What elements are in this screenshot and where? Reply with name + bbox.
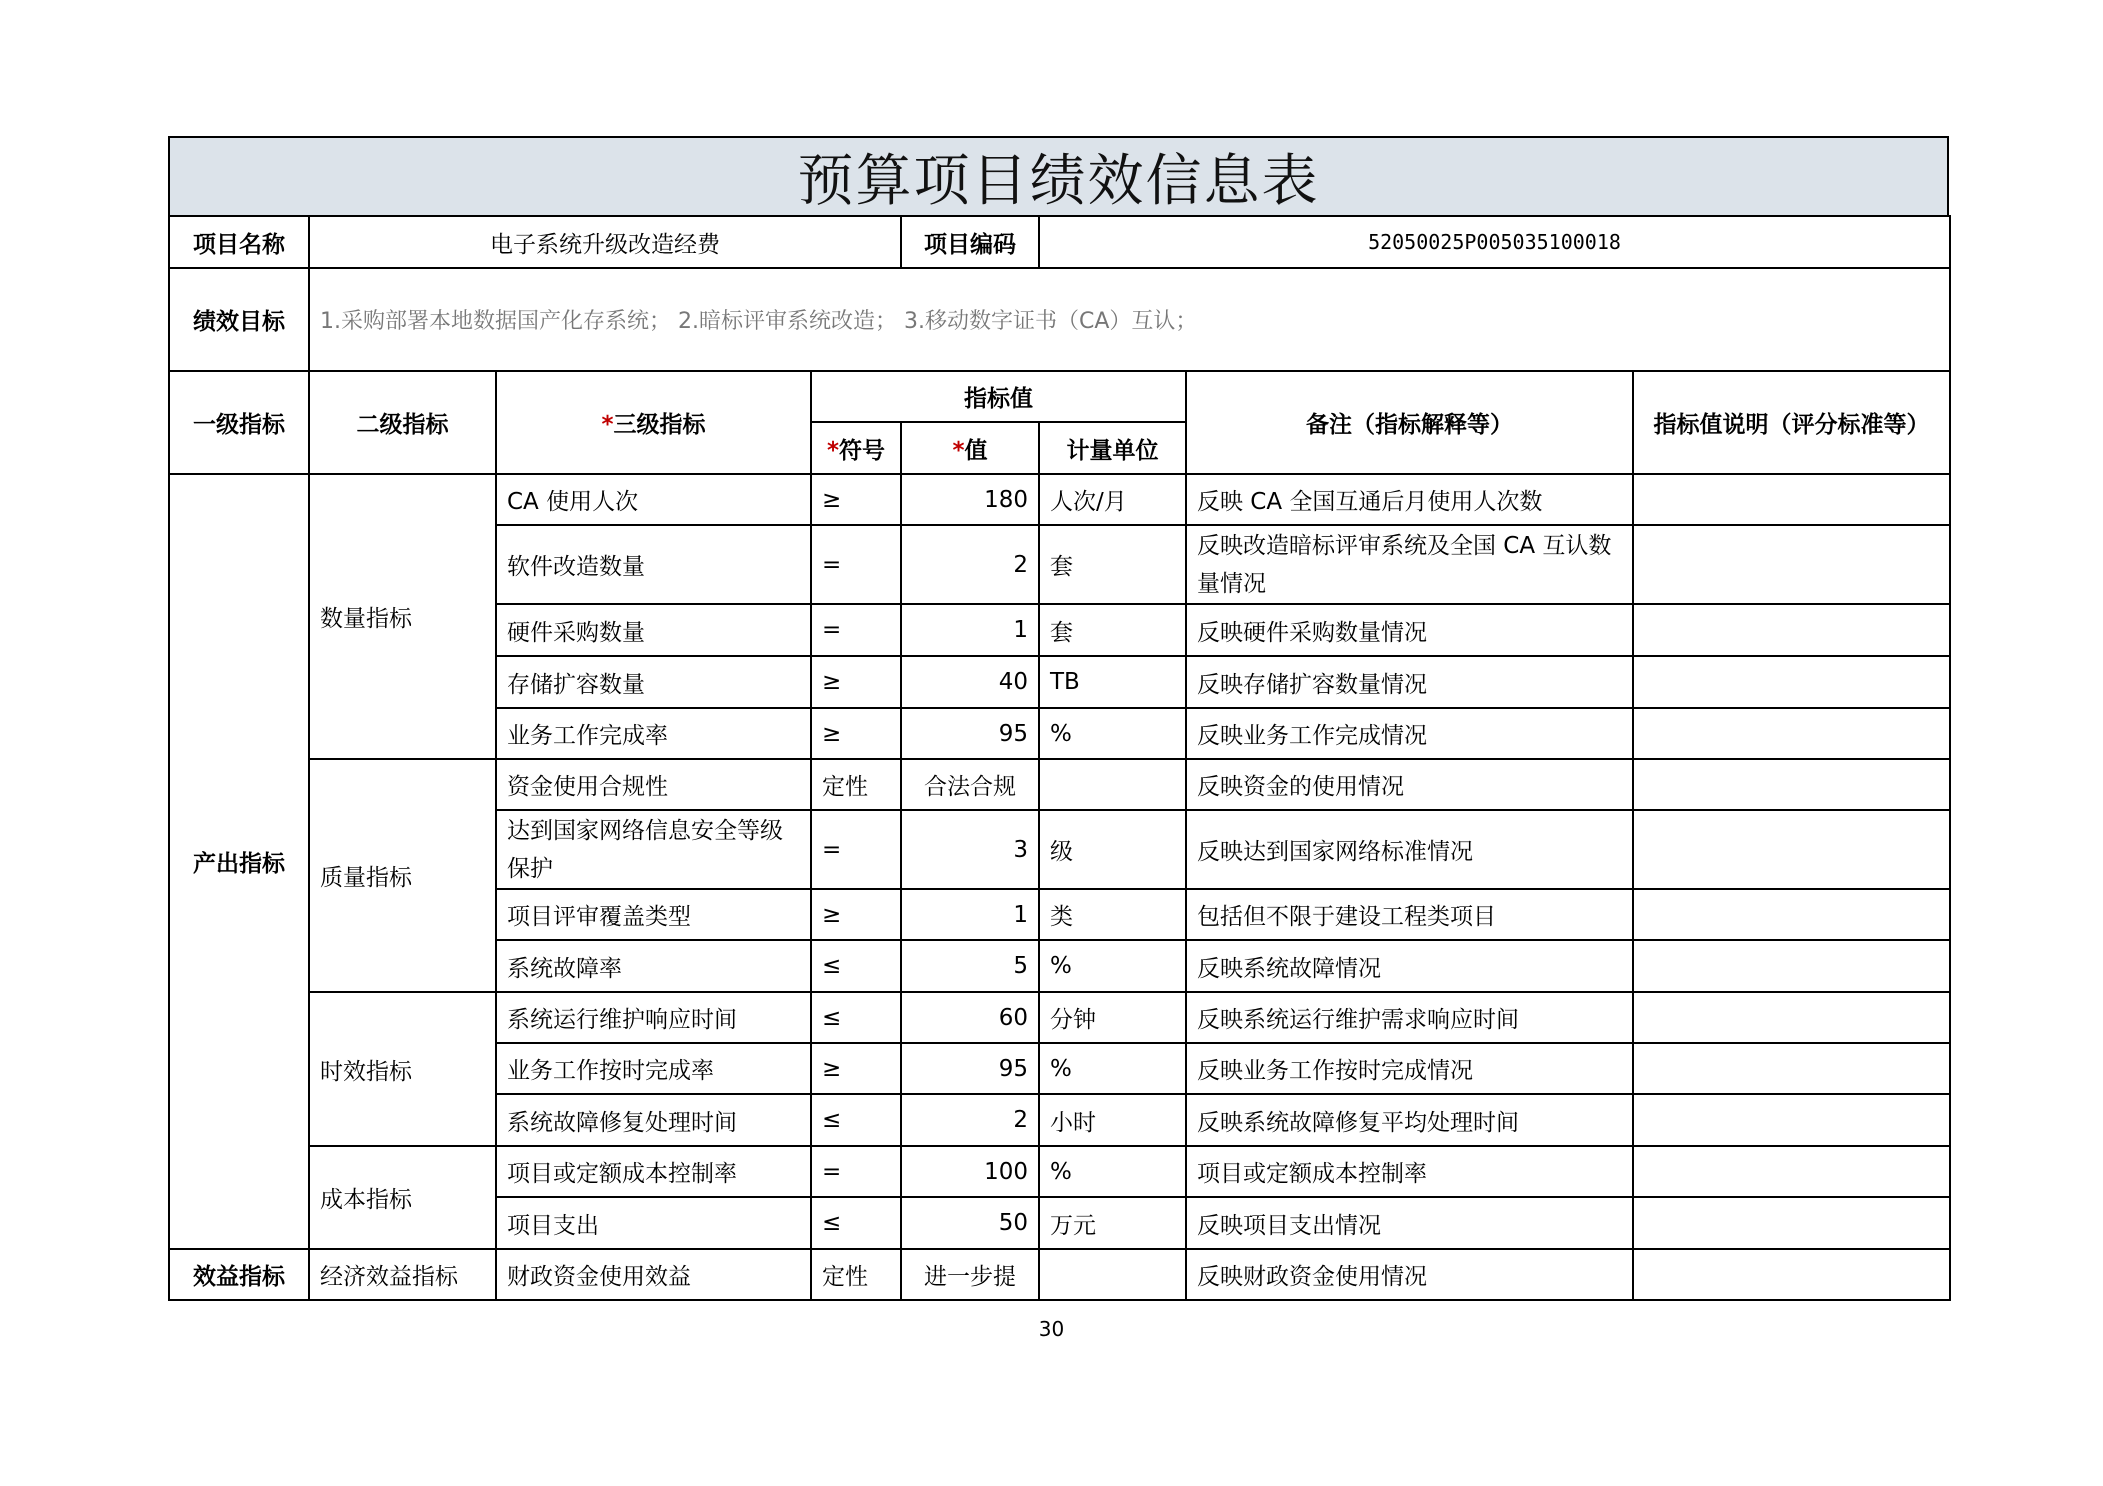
- header-row-1: [169, 371, 1950, 422]
- table-row: [169, 992, 1950, 1043]
- subgroup-quantity: 数量指标: [309, 474, 496, 759]
- indicator-symbol: ≤: [811, 940, 901, 992]
- page-number: 30: [1038, 1317, 1065, 1341]
- indicator-value: 60: [901, 992, 1039, 1043]
- indicator-unit: 套: [1039, 604, 1186, 656]
- indicator-remark: 包括但不限于建设工程类项目: [1186, 889, 1633, 940]
- value-header: [901, 422, 1039, 474]
- indicator-explain: [1633, 940, 1950, 992]
- required-mark: *: [952, 437, 965, 464]
- indicator-unit: 级: [1039, 810, 1186, 889]
- indicator-remark: 项目或定额成本控制率: [1186, 1146, 1633, 1197]
- indicator-symbol: =: [811, 604, 901, 656]
- indicator-explain: [1633, 992, 1950, 1043]
- indicator-remark: 反映达到国家网络标准情况: [1186, 810, 1633, 889]
- indicator-name: 项目评审覆盖类型: [496, 889, 811, 940]
- indicator-unit: 万元: [1039, 1197, 1186, 1249]
- project-code-label: 项目编码: [901, 216, 1039, 268]
- indicator-name: 业务工作按时完成率: [496, 1043, 811, 1094]
- indicator-value: 50: [901, 1197, 1039, 1249]
- indicator-unit: 套: [1039, 525, 1186, 604]
- indicator-explain: [1633, 889, 1950, 940]
- table-row: [169, 759, 1950, 810]
- indicator-remark: 反映系统故障情况: [1186, 940, 1633, 992]
- indicator-unit: %: [1039, 940, 1186, 992]
- indicator-unit: %: [1039, 708, 1186, 759]
- indicator-name: 项目或定额成本控制率: [496, 1146, 811, 1197]
- indicator-name: 系统运行维护响应时间: [496, 992, 811, 1043]
- indicator-name: 达到国家网络信息安全等级保护: [496, 810, 811, 889]
- subgroup-quality: 质量指标: [309, 759, 496, 992]
- indicator-unit: 小时: [1039, 1094, 1186, 1146]
- indicator-unit: 分钟: [1039, 992, 1186, 1043]
- table-row: [169, 474, 1950, 525]
- indicator-unit: [1039, 759, 1186, 810]
- indicator-remark: 反映业务工作完成情况: [1186, 708, 1633, 759]
- indicator-value: 95: [901, 708, 1039, 759]
- indicator-value: 95: [901, 1043, 1039, 1094]
- indicator-remark: 反映 CA 全国互通后月使用人次数: [1186, 474, 1633, 525]
- indicator-name: 项目支出: [496, 1197, 811, 1249]
- level3-label: 三级指标: [613, 412, 706, 438]
- indicator-name: 资金使用合规性: [496, 759, 811, 810]
- level3-header: [496, 371, 811, 474]
- indicator-name: 硬件采购数量: [496, 604, 811, 656]
- level1-header: 一级指标: [169, 371, 309, 474]
- project-name-value: 电子系统升级改造经费: [309, 216, 901, 268]
- indicator-explain: [1633, 604, 1950, 656]
- indicator-remark: 反映改造暗标评审系统及全国 CA 互认数量情况: [1186, 525, 1633, 604]
- indicator-symbol: ≥: [811, 474, 901, 525]
- indicator-unit: %: [1039, 1043, 1186, 1094]
- symbol-header: [811, 422, 901, 474]
- indicator-explain: [1633, 474, 1950, 525]
- indicator-value: 180: [901, 474, 1039, 525]
- indicator-symbol: 定性: [811, 1249, 901, 1300]
- indicator-value: 合法合规: [901, 759, 1039, 810]
- indicator-symbol: =: [811, 1146, 901, 1197]
- table-row: [169, 1249, 1950, 1300]
- indicator-name: 软件改造数量: [496, 525, 811, 604]
- indicator-name: 存储扩容数量: [496, 656, 811, 708]
- indicator-remark: 反映系统故障修复平均处理时间: [1186, 1094, 1633, 1146]
- indicator-remark: 反映存储扩容数量情况: [1186, 656, 1633, 708]
- project-code-value: 52050025P005035100018: [1039, 216, 1950, 268]
- indicator-symbol: ≤: [811, 992, 901, 1043]
- explain-header: 指标值说明（评分标准等）: [1633, 371, 1950, 474]
- indicator-remark: 反映业务工作按时完成情况: [1186, 1043, 1633, 1094]
- page-title: 预算项目绩效信息表: [168, 136, 1949, 215]
- indicator-explain: [1633, 525, 1950, 604]
- indicator-value: 40: [901, 656, 1039, 708]
- group-benefit: 效益指标: [169, 1249, 309, 1300]
- subgroup-economic: 经济效益指标: [309, 1249, 496, 1300]
- subgroup-timeliness: 时效指标: [309, 992, 496, 1146]
- performance-goal-row: [169, 268, 1950, 371]
- indicator-remark: 反映硬件采购数量情况: [1186, 604, 1633, 656]
- indicator-explain: [1633, 759, 1950, 810]
- indicator-symbol: ≥: [811, 889, 901, 940]
- indicator-symbol: ≤: [811, 1197, 901, 1249]
- indicator-unit: 人次/月: [1039, 474, 1186, 525]
- indicator-value: 3: [901, 810, 1039, 889]
- indicator-symbol: ≥: [811, 656, 901, 708]
- indicator-name: 系统故障率: [496, 940, 811, 992]
- indicator-explain: [1633, 810, 1950, 889]
- level2-header: 二级指标: [309, 371, 496, 474]
- unit-header: 计量单位: [1039, 422, 1186, 474]
- indicator-symbol: =: [811, 525, 901, 604]
- indicator-unit: 类: [1039, 889, 1186, 940]
- indicator-explain: [1633, 708, 1950, 759]
- remark-header: 备注（指标解释等）: [1186, 371, 1633, 474]
- performance-goal-label: 绩效目标: [169, 268, 309, 371]
- indicator-symbol: 定性: [811, 759, 901, 810]
- indicator-explain: [1633, 1146, 1950, 1197]
- indicator-explain: [1633, 1043, 1950, 1094]
- required-mark: *: [601, 412, 614, 438]
- indicator-value: 100: [901, 1146, 1039, 1197]
- indicator-symbol: =: [811, 810, 901, 889]
- indicator-symbol: ≥: [811, 708, 901, 759]
- project-info-row: [169, 216, 1950, 268]
- subgroup-cost: 成本指标: [309, 1146, 496, 1249]
- indicator-remark: 反映系统运行维护需求响应时间: [1186, 992, 1633, 1043]
- indicator-unit: TB: [1039, 656, 1186, 708]
- indicator-name: 系统故障修复处理时间: [496, 1094, 811, 1146]
- indicator-explain: [1633, 1197, 1950, 1249]
- indicator-unit: %: [1039, 1146, 1186, 1197]
- performance-table: [168, 215, 1951, 1301]
- indicator-unit: [1039, 1249, 1186, 1300]
- indicator-explain: [1633, 656, 1950, 708]
- indicator-value: 进一步提: [901, 1249, 1039, 1300]
- table-row: [169, 1146, 1950, 1197]
- indicator-value: 1: [901, 604, 1039, 656]
- indicator-name: CA 使用人次: [496, 474, 811, 525]
- indicator-symbol: ≥: [811, 1043, 901, 1094]
- indicator-remark: 反映财政资金使用情况: [1186, 1249, 1633, 1300]
- value-label: 值: [964, 437, 988, 464]
- indicator-value: 2: [901, 1094, 1039, 1146]
- required-mark: *: [826, 437, 840, 464]
- performance-goal-value: 1.采购部署本地数据国产化存系统； 2.暗标评审系统改造； 3.移动数字证书（CA）互认；: [309, 268, 1950, 371]
- indicator-remark: 反映资金的使用情况: [1186, 759, 1633, 810]
- indicator-name: 财政资金使用效益: [496, 1249, 811, 1300]
- indicator-value: 2: [901, 525, 1039, 604]
- group-output: 产出指标: [169, 474, 309, 1249]
- indicator-value: 5: [901, 940, 1039, 992]
- indicator-explain: [1633, 1094, 1950, 1146]
- symbol-label: 符号: [839, 437, 886, 464]
- indicator-name: 业务工作完成率: [496, 708, 811, 759]
- indicator-explain: [1633, 1249, 1950, 1300]
- indicator-value: 1: [901, 889, 1039, 940]
- project-name-label: 项目名称: [169, 216, 309, 268]
- index-value-header: 指标值: [811, 371, 1186, 422]
- indicator-symbol: ≤: [811, 1094, 901, 1146]
- indicator-remark: 反映项目支出情况: [1186, 1197, 1633, 1249]
- performance-sheet: [168, 136, 1949, 1301]
